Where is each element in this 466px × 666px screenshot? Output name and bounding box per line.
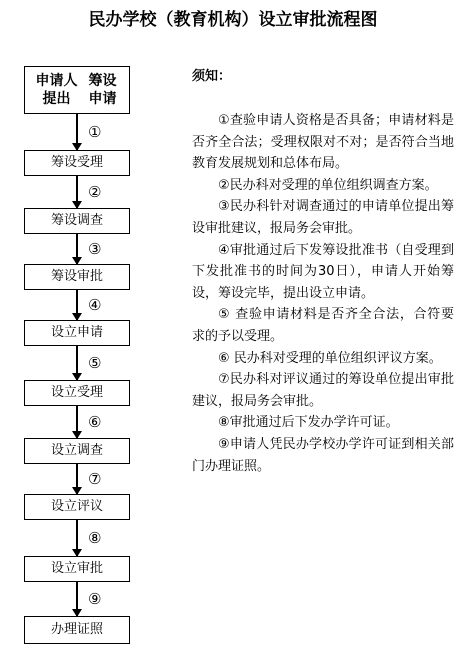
flow-step-6: 设立调查 — [24, 438, 130, 464]
flow-step-8: 设立审批 — [24, 556, 130, 582]
flow-arrow-1 — [76, 114, 78, 150]
flow-step-2: 筹设调查 — [24, 208, 130, 234]
step-number-8: ⑧ — [88, 529, 102, 547]
note-2: ②民办科对受理的单位组织调查方案。 — [218, 177, 438, 193]
step-number-6: ⑥ — [88, 413, 102, 431]
step-number-3: ③ — [88, 240, 102, 258]
step-number-1: ① — [88, 123, 102, 141]
note-4: ④审批通过后下发筹设批准书（自受理到下发批准书的时间为30日），申请人开始筹设，筹设完毕，提出设立申请。 — [192, 242, 454, 301]
step-number-5: ⑤ — [88, 354, 102, 372]
flow-step-1: 筹设受理 — [24, 150, 130, 176]
flow-start-line-2: 筹设申请 — [88, 73, 117, 107]
flow-step-5: 设立受理 — [24, 380, 130, 406]
flow-start-line-1: 申请人提出 — [35, 73, 78, 107]
note-6: ⑥ 民办科对受理的单位组织评议方案。 — [218, 350, 442, 366]
flow-step-9: 办理证照 — [24, 616, 130, 644]
flow-step-4: 设立申请 — [24, 320, 130, 346]
flow-start-box — [24, 66, 130, 114]
flow-step-3: 筹设审批 — [24, 264, 130, 290]
flow-arrow-8 — [76, 520, 78, 556]
notes-panel — [192, 66, 454, 477]
note-8: ⑧审批通过后下发办学许可证。 — [218, 415, 399, 431]
note-7: ⑦民办科对评议通过的筹设单位提出审批建议，报局务会审批。 — [192, 372, 454, 409]
note-1: ①查验申请人资格是否具备；申请材料是否齐全合法；受理权限对不对；是否符合当地教育发展规划和总体布局。 — [192, 113, 454, 172]
step-number-2: ② — [88, 183, 102, 201]
flow-arrow-4 — [76, 290, 78, 320]
flowchart — [0, 0, 180, 666]
note-3: ③民办科针对调查通过的申请单位提出筹设审批建议，报局务会审批。 — [192, 199, 454, 236]
page-title: 民办学校（教育机构）设立审批流程图 — [88, 10, 378, 30]
step-number-9: ⑨ — [88, 590, 102, 608]
note-9: ⑨申请人凭民办学校办学许可证到相关部门办理证照。 — [192, 436, 454, 474]
flow-step-7: 设立评议 — [24, 494, 130, 520]
flow-arrow-3 — [76, 234, 78, 264]
notes-heading: 须知： — [192, 69, 232, 84]
flow-arrow-5 — [76, 346, 78, 380]
step-number-7: ⑦ — [88, 470, 102, 488]
step-number-4: ④ — [88, 296, 102, 314]
flow-arrow-9 — [76, 582, 78, 616]
flow-arrow-7 — [76, 464, 78, 494]
flow-arrow-6 — [76, 406, 78, 438]
note-5: ⑤ 查验申请材料是否齐全合法，合符要求的予以受理。 — [192, 307, 454, 344]
flow-arrow-2 — [76, 176, 78, 208]
